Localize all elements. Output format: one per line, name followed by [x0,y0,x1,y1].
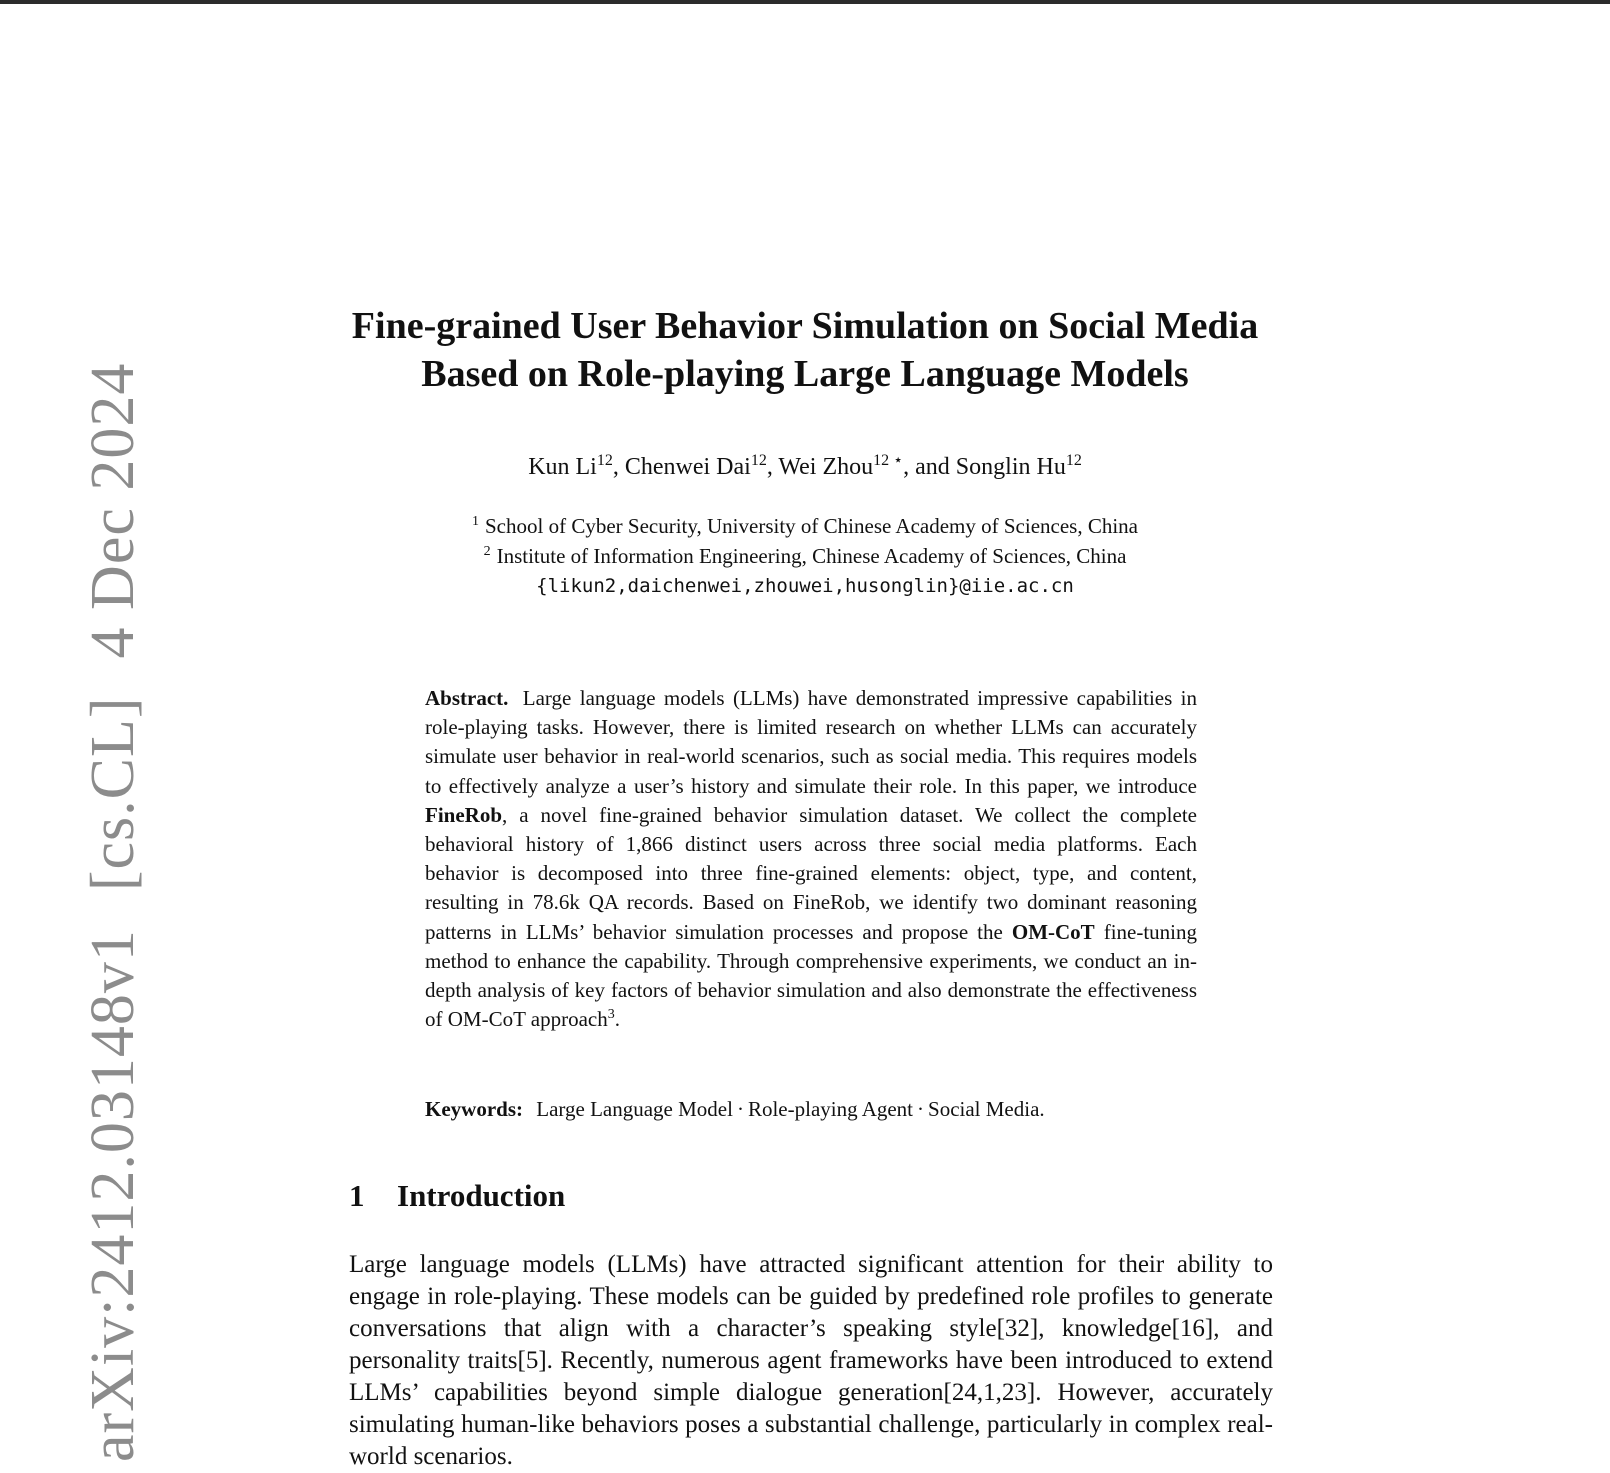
affiliation-text: Institute of Information Engineering, Chinese Academy of Sciences, China [496,544,1127,568]
title-line-2: Based on Role-playing Large Language Models [421,353,1189,395]
author-name: Kun Li [528,454,597,480]
abstract [425,684,1197,1034]
author-affiliation-marks: 12 [1065,452,1082,469]
author-affiliation-marks: 12 [596,452,613,469]
keyword-separator: · [736,1097,744,1121]
introduction-paragraph: Large language models (LLMs) have attracted significant attention for their ability to engage in role-playing. These models can be guided by predefined role profiles to generate conversations that align with a character’s speaking style[32], knowledge[16], and personality traits[5]. Recently, numerous agent frameworks have been introduced to extend LLMs’ capabilities beyond simple dialogue generation[24,1,23]. However, accurately simulating human-like behaviors poses a substantial challenge, particularly in complex real-world scenarios. [349,1251,1273,1470]
arxiv-date: 4 Dec 2024 [79,362,147,659]
author-name: Wei Zhou [778,454,874,480]
section-number: 1 [349,1178,365,1213]
section-title: Introduction [397,1178,566,1213]
affiliation-line [300,541,1310,571]
author-name: Songlin Hu [955,454,1066,480]
section-heading [349,1178,565,1214]
affiliation-mark: 1 [472,514,479,529]
author-email[interactable]: {likun2,daichenwei,zhouwei,husonglin}@iie.ac.cn [536,575,1074,597]
author-name: Chenwei Dai [624,454,751,480]
author-list: Kun Li$^{12}$, Chenwei Dai$^{12}$, Wei Zhou$^{12 ⋆}$, and Songlin Hu$^{12}$ [528,452,1082,480]
footnote-mark[interactable]: 3 [607,1007,615,1023]
author-affiliation-marks: 12 [750,452,767,469]
method-name: OM-CoT [1011,919,1095,944]
affiliation-text: School of Cyber Security, University of Chinese Academy of Sciences, China [485,514,1138,538]
top-border [0,0,1610,4]
dataset-name: FineRob [425,802,503,827]
arxiv-category: [cs.CL] [79,696,147,892]
keyword-item: Role-playing Agent [747,1097,914,1121]
affiliations [300,511,1310,601]
arxiv-identifier-stamp [79,362,147,1462]
abstract-end: . [614,1007,620,1032]
paper-title [300,302,1310,398]
keyword-separator: · [917,1097,925,1121]
author-joiner: and [915,454,950,480]
keywords-label: Keywords: [425,1097,523,1121]
keyword-item: Large Language Model [536,1097,733,1121]
abstract-label: Abstract. [425,686,509,710]
title-line-1: Fine-grained User Behavior Simulation on Social Media [351,305,1259,347]
arxiv-id: arXiv:2412.03148v1 [79,929,147,1462]
author-affiliation-marks: 12 ⋆ [873,452,904,469]
affiliation-line [300,511,1310,541]
keyword-item: Social Media. [928,1097,1045,1121]
abstract-text-2: , a novel fine-grained behavior simulation dataset. We collect the complete behavioral history of 1,866 distinct users across three social media platforms. Each behavior is decomposed into three fine-grained elements: object, type, and content, resulting in 78.6k QA records. Based on FineRob, we identify two dominant reasoning patterns in LLMs’ behavior simulation processes and propose the [425,802,1197,944]
abstract-text-1: Large language models (LLMs) have demonstrated impressive capabilities in role-playing tasks. However, there is limited research on whether LLMs can accurately simulate user behavior in real-world scenarios, such as social media. This requires models to effectively analyze a user’s history and simulate their role. In this paper, we introduce [425,686,1198,798]
keywords [425,1095,1197,1124]
affiliation-mark: 2 [483,544,491,559]
abstract-text-3: fine-tuning method to enhance the capability. Through comprehensive experiments, we conduct an in-depth analysis of key factors of behavior simulation and also demonstrate the effectiveness of OM-CoT approach [425,919,1198,1032]
